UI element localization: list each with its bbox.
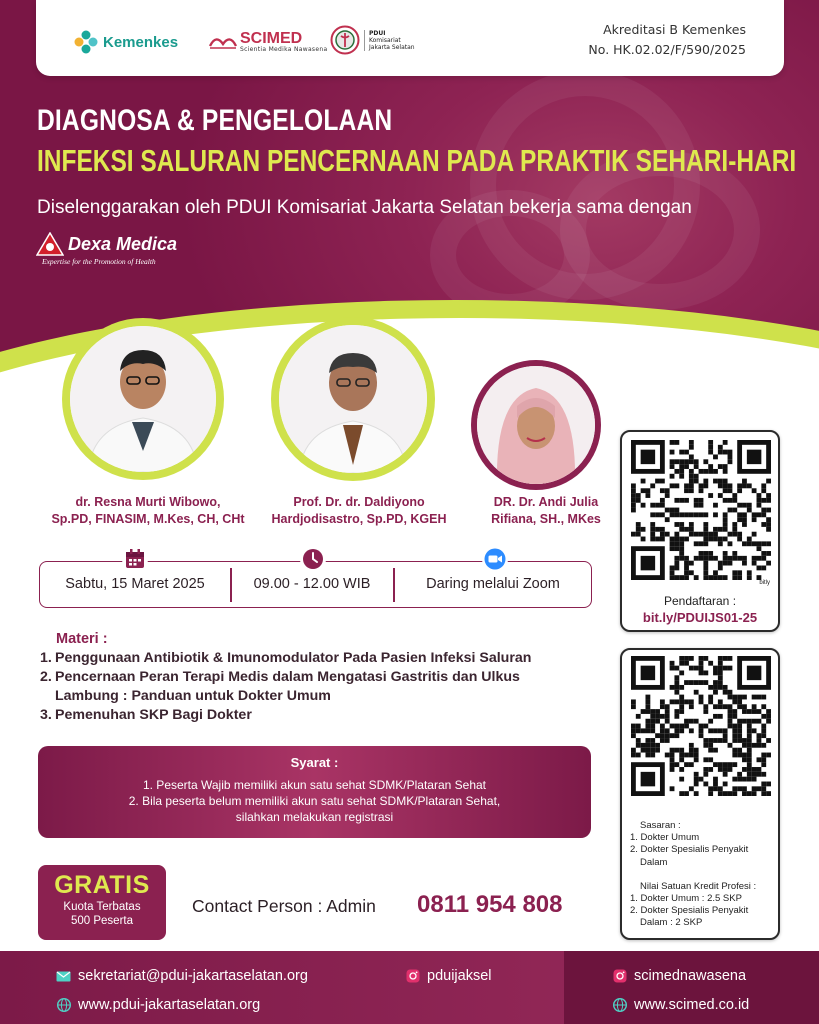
moderator-credentials: Rifiana, SH., MKes bbox=[491, 512, 601, 526]
materi-text: Pemenuhan SKP Bagi Dokter bbox=[55, 707, 252, 723]
contact-label: Contact Person : Admin bbox=[192, 896, 376, 916]
event-date: Sabtu, 15 Maret 2025 bbox=[65, 576, 205, 592]
requirement-item: 2. Bila peserta belum memiliki akun satu sehat SDMK/Plataran Sehat, bbox=[128, 794, 501, 808]
quota-text: Kuota Terbatas bbox=[63, 901, 141, 913]
moderator-portrait bbox=[477, 366, 595, 484]
materi-item bbox=[40, 649, 600, 668]
speaker-photo bbox=[271, 317, 435, 481]
speaker-photo bbox=[62, 318, 224, 480]
quota-count: 500 Peserta bbox=[70, 915, 133, 927]
moderator-photo bbox=[471, 360, 601, 490]
kemenkes-logo bbox=[74, 30, 178, 54]
contact-phone[interactable]: 0811 954 808 bbox=[417, 891, 563, 918]
moderator-name bbox=[466, 494, 626, 528]
footer-email[interactable] bbox=[56, 968, 308, 984]
materi-text: Lambung : Panduan untuk Dokter Umum bbox=[55, 688, 331, 704]
clock-icon bbox=[300, 546, 326, 572]
speaker-credentials: Hardjodisastro, Sp.PD, KGEH bbox=[271, 512, 447, 526]
bitly-label: bitly bbox=[759, 580, 770, 586]
scimed-logo bbox=[208, 31, 327, 53]
registration-qr-card bbox=[620, 430, 780, 632]
pdui-label: PDUI bbox=[369, 29, 386, 37]
registration-link[interactable]: bit.ly/PDUIJS01-25 bbox=[642, 610, 758, 625]
instagram-icon bbox=[612, 969, 627, 984]
accreditation-label: Akreditasi B Kemenkes bbox=[603, 22, 746, 37]
speaker-name-line: Prof. Dr. dr. Daldiyono bbox=[293, 495, 425, 509]
globe-icon bbox=[56, 998, 71, 1013]
dexa-triangle-icon bbox=[36, 232, 64, 256]
instagram-text: pduijaksel bbox=[427, 968, 492, 984]
speaker-name bbox=[38, 494, 258, 528]
scimed-tagline: Scientia Medika Nawasena bbox=[240, 46, 328, 53]
pdui-sub-label: Jakarta Selatan bbox=[369, 43, 415, 51]
target-audience bbox=[630, 820, 780, 930]
footer-website-pdui[interactable] bbox=[56, 997, 260, 1013]
pdui-emblem-icon bbox=[330, 25, 360, 55]
scimed-icon bbox=[208, 32, 238, 52]
pdui-sub-label: Komisariat bbox=[369, 36, 401, 44]
info-qr-code[interactable] bbox=[631, 656, 771, 796]
email-text: sekretariat@pdui-jakartaselatan.org bbox=[78, 968, 308, 984]
skp-item: Dalam : 2 SKP bbox=[640, 917, 703, 929]
mail-icon bbox=[56, 969, 71, 984]
skp-item: 2. Dokter Spesialis Penyakit bbox=[630, 905, 749, 917]
dexa-medica-logo bbox=[36, 232, 177, 266]
footer-instagram-pdui[interactable] bbox=[405, 968, 492, 984]
registration-label: Pendaftaran : bbox=[663, 594, 737, 608]
website-text: www.scimed.co.id bbox=[634, 997, 750, 1013]
materi-text: Penggunaan Antibiotik & Imunomodulator Pada Pasien Infeksi Saluran bbox=[55, 650, 532, 666]
footer-instagram-scimed[interactable] bbox=[612, 968, 746, 984]
registration-qr-code[interactable] bbox=[631, 440, 771, 580]
free-badge bbox=[38, 865, 166, 940]
kemenkes-icon bbox=[74, 30, 98, 54]
speaker-name bbox=[254, 494, 464, 528]
accreditation-number: No. HK.02.02/F/590/2025 bbox=[588, 42, 746, 57]
skp-heading: Nilai Satuan Kredit Profesi : bbox=[640, 880, 757, 892]
kemenkes-label: Kemenkes bbox=[103, 33, 179, 51]
skp-item: 1. Dokter Umum : 2.5 SKP bbox=[630, 893, 742, 905]
requirements-box bbox=[38, 746, 591, 838]
footer-website-scimed[interactable] bbox=[612, 997, 749, 1013]
target-item: 2. Dokter Spesialis Penyakit bbox=[630, 844, 749, 856]
footer-scimed-panel bbox=[564, 951, 819, 1024]
materi-section bbox=[40, 631, 600, 725]
speaker-name-line: dr. Resna Murti Wibowo, bbox=[75, 495, 221, 509]
event-title-line2: INFEKSI SALURAN PENCERNAAN PADA PRAKTIK SEHARI-HARI bbox=[37, 143, 797, 178]
moderator-name-line: DR. Dr. Andi Julia bbox=[493, 495, 599, 509]
materi-number: 2. bbox=[40, 669, 52, 685]
zoom-icon bbox=[482, 546, 508, 572]
free-label: GRATIS bbox=[54, 871, 150, 899]
requirements-heading: Syarat : bbox=[290, 755, 339, 770]
instagram-icon bbox=[405, 969, 420, 984]
event-location: Daring melalui Zoom bbox=[426, 576, 560, 592]
target-heading: Sasaran : bbox=[640, 820, 681, 831]
dexa-tagline: Expertise for the Promotion of Health bbox=[42, 257, 156, 266]
event-title-line1: DIAGNOSA & PENGELOLAAN bbox=[37, 104, 393, 137]
logo-bar bbox=[36, 0, 784, 76]
materi-list bbox=[40, 649, 600, 725]
materi-text: Pencernaan Peran Terapi Medis dalam Mengatasi Gastritis dan Ulkus bbox=[55, 669, 520, 685]
event-time: 09.00 - 12.00 WIB bbox=[253, 576, 371, 592]
target-item: Dalam bbox=[640, 856, 668, 868]
materi-item bbox=[40, 668, 600, 706]
materi-number: 3. bbox=[40, 707, 52, 723]
requirement-item: 1. Peserta Wajib memiliki akun satu sehat SDMK/Plataran Sehat bbox=[142, 778, 487, 792]
speaker-portrait bbox=[279, 325, 427, 473]
target-item: 1. Dokter Umum bbox=[630, 832, 700, 844]
scimed-label: SCIMED bbox=[240, 30, 303, 47]
accreditation-info bbox=[588, 20, 746, 60]
materi-item bbox=[40, 706, 600, 725]
speaker-portrait bbox=[70, 326, 216, 472]
calendar-icon bbox=[122, 546, 148, 572]
speaker-credentials: Sp.PD, FINASIM, M.Kes, CH, CHt bbox=[51, 512, 245, 526]
pdui-logo bbox=[330, 25, 415, 55]
organizer-text: Diselenggarakan oleh PDUI Komisariat Jakarta Selatan bekerja sama dengan bbox=[37, 197, 692, 218]
website-text: www.pdui-jakartaselatan.org bbox=[78, 997, 261, 1013]
materi-heading: Materi : bbox=[56, 631, 108, 647]
instagram-text: scimednawasena bbox=[634, 968, 747, 984]
materi-number: 1. bbox=[40, 650, 52, 666]
footer bbox=[0, 951, 819, 1024]
requirement-item: silahkan melakukan registrasi bbox=[235, 810, 394, 824]
dexa-medica-label: Dexa Medica bbox=[68, 233, 178, 254]
globe-icon bbox=[612, 998, 627, 1013]
moderator-label: Moderator : bbox=[508, 342, 561, 352]
